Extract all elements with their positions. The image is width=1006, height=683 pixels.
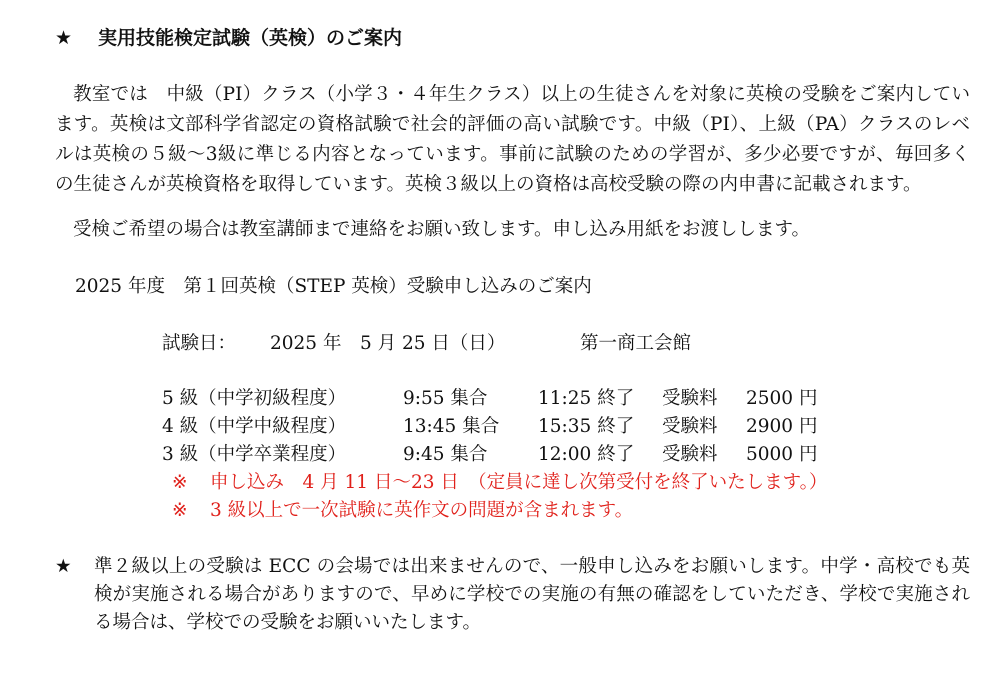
exam-date-value: 2025 年 5 月 25 日（日）	[270, 333, 506, 354]
grade-name: 5 級（中学初級程度）	[162, 388, 347, 409]
gather-time: 13:45 集合	[403, 416, 500, 437]
exam-venue: 第一商工会館	[580, 333, 692, 354]
table-row	[0, 385, 1006, 413]
grade-name: 4 級（中学中級程度）	[162, 416, 347, 437]
fee-label: 受験料	[662, 444, 718, 465]
end-time: 11:25 終了	[538, 388, 635, 409]
fee-value: 2900 円	[746, 416, 818, 437]
fee-label: 受験料	[662, 416, 718, 437]
application-instructions	[55, 216, 970, 244]
fee-value: 5000 円	[746, 444, 818, 465]
note-mark-icon: ※	[172, 500, 188, 521]
application-period-note: 申し込み 4 月 11 日～23 日 （定員に達し次第受付を終了いたします。）	[210, 472, 828, 493]
fee-value: 2500 円	[746, 388, 818, 409]
table-row	[0, 441, 1006, 469]
gather-time: 9:45 集合	[403, 444, 488, 465]
star-icon: ★	[55, 27, 73, 49]
intro-paragraph-text: 教室では 中級（PI）クラス（小学３・４年生クラス）以上の生徒さんを対象に英検の受験をご案内しています。英検は文部科学省認定の資格試験で社会的評価の高い試験です。中級（PI）、上級（PA）クラスのレベルは英検の５級～3級に準じる内容となっています。事前に試験のための学習が、多少必要ですが、毎回多くの生徒さんが英検資格を取得しています。英検３級以上の資格は高校受験の際の内申書に記載されます。	[55, 84, 970, 195]
page-title: 実用技能検定試験（英検）のご案内	[98, 27, 403, 49]
star-icon: ★	[55, 556, 72, 577]
gather-time: 9:55 集合	[403, 388, 488, 409]
intro-paragraph	[55, 80, 970, 200]
exam-date-label: 試験日：	[162, 333, 237, 354]
application-instructions-text: 受検ご希望の場合は教室講師まで連絡をお願い致します。申し込み用紙をお渡しします。	[73, 219, 811, 240]
essay-note: 3 級以上で一次試験に英作文の問題が含まれます。	[210, 500, 634, 521]
note-mark-icon: ※	[172, 472, 188, 493]
fee-label: 受験料	[662, 388, 718, 409]
footer-note-text: 準２級以上の受験は ECC の会場では出来ませんので、一般申し込みをお願いします。中学・高校でも英検が実施される場合がありますので、早めに学校での実施の有無の確認をしていただき、学校で実施される場合は、学校での受験をお願いいたします。	[94, 556, 970, 633]
table-row	[0, 413, 1006, 441]
end-time: 12:00 終了	[538, 444, 635, 465]
end-time: 15:35 終了	[538, 416, 635, 437]
section-title: 2025 年度 第１回英検（STEP 英検）受験申し込みのご案内	[75, 276, 592, 297]
grade-name: 3 級（中学卒業程度）	[162, 444, 347, 465]
